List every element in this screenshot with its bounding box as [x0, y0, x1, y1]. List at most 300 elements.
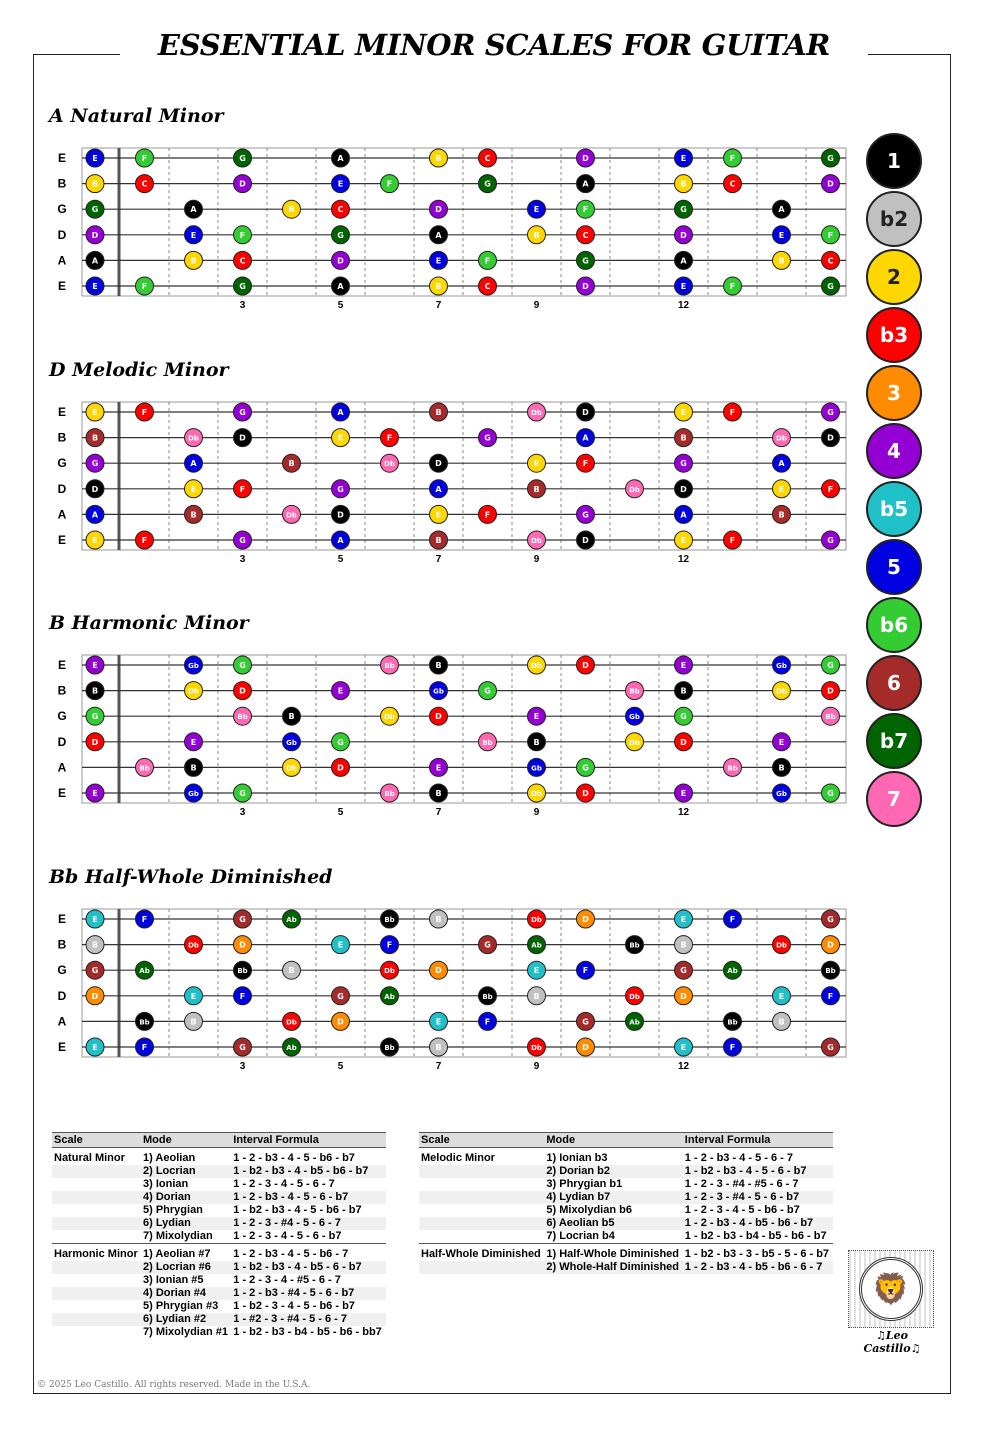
- fret-marker-label: 12: [677, 807, 690, 818]
- formula-cell: 1 - 2 - 3 - 4 - #5 - 6 - 7: [233, 1274, 341, 1286]
- svg-text:G: G: [239, 789, 246, 798]
- svg-text:B: B: [680, 686, 687, 696]
- svg-text:D: D: [680, 230, 687, 240]
- note-dot: [773, 226, 791, 244]
- svg-text:D: D: [582, 536, 589, 545]
- svg-text:D: D: [827, 179, 834, 189]
- note-dot: [234, 429, 252, 447]
- svg-text:D: D: [337, 1017, 344, 1027]
- svg-text:F: F: [484, 1017, 491, 1027]
- svg-text:Db: Db: [286, 511, 297, 520]
- scale-title-2: D Melodic Minor: [49, 359, 229, 381]
- scale-cell: [419, 1204, 544, 1217]
- svg-text:Db: Db: [629, 738, 640, 747]
- svg-text:D: D: [680, 737, 687, 747]
- svg-text:Bb: Bb: [825, 967, 836, 976]
- note-dot: [822, 429, 840, 447]
- mode-cell: 6) Lydian: [141, 1217, 231, 1230]
- note-dot: [86, 226, 104, 244]
- svg-text:D: D: [582, 282, 589, 291]
- formula-cell: 1 - 2 - 3 - 4 - 5 - 6 - 7: [233, 1178, 335, 1190]
- string-label: G: [57, 963, 67, 978]
- svg-text:C: C: [484, 154, 491, 163]
- legend-dot: 5: [866, 539, 922, 595]
- table-row: [419, 1230, 833, 1244]
- svg-text:Db: Db: [188, 434, 199, 443]
- note-dot: [185, 200, 203, 218]
- note-dot: [234, 531, 252, 549]
- note-dot: [430, 251, 448, 269]
- svg-text:G: G: [239, 282, 246, 291]
- scale-cell: [419, 1261, 544, 1274]
- svg-text:B: B: [435, 154, 442, 163]
- string-label: E: [57, 533, 67, 547]
- note-dot: [234, 961, 252, 979]
- note-dot: [430, 505, 448, 523]
- fretboard-bb-half-whole-diminished: [50, 901, 840, 1071]
- note-dot: [577, 200, 595, 218]
- svg-text:E: E: [337, 179, 344, 189]
- note-dot: [675, 277, 693, 295]
- svg-text:G: G: [582, 510, 589, 520]
- note-dot: [626, 936, 644, 954]
- svg-text:F: F: [582, 205, 589, 215]
- note-dot: [675, 682, 693, 700]
- mode-cell: 7) Locrian b4: [546, 1230, 615, 1242]
- svg-text:F: F: [827, 230, 834, 240]
- note-dot: [577, 758, 595, 776]
- note-dot: [185, 987, 203, 1005]
- note-dot: [724, 1038, 742, 1056]
- note-dot: [381, 429, 399, 447]
- table-row: [419, 1204, 833, 1217]
- note-dot: [577, 251, 595, 269]
- svg-text:E: E: [92, 408, 98, 417]
- svg-text:B: B: [680, 940, 687, 950]
- table-row: [52, 1261, 386, 1274]
- note-dot: [430, 480, 448, 498]
- svg-text:B: B: [680, 433, 687, 443]
- svg-text:E: E: [92, 154, 98, 163]
- formula-cell: 1 - 2 - b3 - 4 - b5 - b6 - b7: [683, 1217, 833, 1230]
- svg-text:C: C: [239, 256, 246, 266]
- svg-text:D: D: [582, 915, 589, 924]
- svg-text:C: C: [337, 205, 344, 215]
- svg-text:E: E: [435, 510, 442, 520]
- svg-text:A: A: [337, 154, 344, 163]
- note-dot: [675, 429, 693, 447]
- note-dot: [430, 961, 448, 979]
- mode-cell: 1) Ionian b3: [544, 1148, 682, 1166]
- note-dot: [528, 226, 546, 244]
- svg-text:B: B: [288, 205, 295, 215]
- note-dot: [332, 1012, 350, 1030]
- mode-cell: 6) Aeolian b5: [544, 1217, 682, 1230]
- note-dot: [675, 936, 693, 954]
- svg-text:D: D: [435, 966, 442, 976]
- note-dot: [528, 733, 546, 751]
- table-row: [419, 1244, 833, 1262]
- note-dot: [234, 987, 252, 1005]
- scale-cell: [52, 1204, 141, 1217]
- svg-text:E: E: [92, 661, 98, 670]
- svg-text:E: E: [435, 256, 442, 266]
- svg-text:Db: Db: [531, 537, 542, 545]
- note-dot: [86, 910, 104, 928]
- note-dot: [136, 403, 154, 421]
- note-dot: [822, 961, 840, 979]
- svg-text:D: D: [582, 1043, 589, 1052]
- scale-cell: [52, 1326, 141, 1339]
- note-dot: [822, 226, 840, 244]
- svg-text:Db: Db: [286, 1018, 297, 1027]
- note-dot: [381, 987, 399, 1005]
- string-label: E: [57, 1040, 67, 1054]
- table-row: [52, 1300, 386, 1313]
- svg-text:C: C: [729, 179, 736, 189]
- note-dot: [136, 910, 154, 928]
- note-dot: [822, 149, 840, 167]
- note-dot: [430, 707, 448, 725]
- string-label: B: [57, 176, 67, 191]
- note-dot: [381, 656, 399, 674]
- note-dot: [479, 175, 497, 193]
- note-dot: [185, 784, 203, 802]
- svg-text:F: F: [729, 408, 736, 417]
- note-dot: [381, 961, 399, 979]
- note-dot: [577, 149, 595, 167]
- note-dot: [773, 784, 791, 802]
- note-dot: [773, 733, 791, 751]
- formula-cell: 1 - 2 - 3 - #4 - #5 - 6 - 7: [684, 1178, 799, 1190]
- svg-text:F: F: [582, 459, 589, 469]
- note-dot: [577, 277, 595, 295]
- note-dot: [822, 707, 840, 725]
- table-row: [52, 1230, 386, 1244]
- note-dot: [479, 429, 497, 447]
- note-dot: [332, 175, 350, 193]
- note-dot: [430, 910, 448, 928]
- string-label: E: [57, 786, 67, 800]
- svg-text:D: D: [239, 179, 246, 189]
- note-dot: [577, 1038, 595, 1056]
- string-label: D: [57, 988, 67, 1003]
- string-label: B: [57, 937, 67, 952]
- note-dot: [381, 784, 399, 802]
- note-dot: [381, 454, 399, 472]
- scale-cell: Natural Minor: [52, 1148, 141, 1166]
- note-dot: [234, 784, 252, 802]
- svg-text:F: F: [239, 230, 246, 240]
- note-dot: [332, 480, 350, 498]
- svg-text:F: F: [386, 179, 393, 189]
- svg-text:Bb: Bb: [384, 662, 395, 670]
- note-dot: [822, 784, 840, 802]
- svg-text:B: B: [190, 510, 197, 520]
- svg-text:E: E: [190, 991, 197, 1001]
- table-header: Mode: [141, 1133, 231, 1148]
- legend-dot: b7: [866, 713, 922, 769]
- note-dot: [773, 480, 791, 498]
- fret-marker-label: 9: [533, 807, 540, 818]
- note-dot: [626, 987, 644, 1005]
- note-dot: [675, 961, 693, 979]
- formula-cell: 1 - b2 - b3 - b4 - b5 - b6 - b7: [684, 1230, 827, 1242]
- note-dot: [577, 403, 595, 421]
- fret-marker-label: 12: [677, 1061, 690, 1072]
- svg-text:G: G: [239, 408, 246, 417]
- scale-cell: [52, 1313, 141, 1326]
- string-label: E: [57, 405, 67, 419]
- note-dot: [577, 226, 595, 244]
- svg-text:A: A: [91, 510, 99, 520]
- note-dot: [528, 200, 546, 218]
- note-dot: [332, 733, 350, 751]
- formula-cell: 1 - b2 - b3 - 4 - b5 - 6 - b7: [231, 1261, 386, 1274]
- mode-cell: 1) Aeolian #7: [141, 1244, 231, 1262]
- formula-cell: 1 - 2 - 3 - 4 - 5 - b6 - b7: [684, 1204, 800, 1216]
- mode-cell: 3) Ionian: [143, 1178, 189, 1190]
- svg-text:G: G: [337, 737, 344, 747]
- svg-text:Db: Db: [531, 409, 542, 417]
- fret-marker-label: 5: [337, 554, 344, 565]
- svg-text:E: E: [190, 230, 197, 240]
- svg-text:D: D: [337, 256, 344, 266]
- note-dot: [773, 429, 791, 447]
- note-dot: [675, 226, 693, 244]
- fret-marker-label: 9: [533, 1061, 540, 1072]
- svg-text:B: B: [435, 789, 442, 798]
- svg-text:Bb: Bb: [825, 713, 836, 722]
- string-label: D: [57, 481, 67, 496]
- svg-text:Db: Db: [384, 460, 395, 469]
- note-dot: [430, 200, 448, 218]
- svg-text:B: B: [91, 433, 99, 443]
- mode-cell: 2) Dorian b2: [544, 1165, 682, 1178]
- note-dot: [86, 656, 104, 674]
- svg-text:B: B: [680, 179, 687, 189]
- formula-cell: 1 - b2 - b3 - 4 - b5 - b6 - b7: [231, 1165, 386, 1178]
- string-label: A: [57, 1014, 67, 1029]
- note-dot: [234, 910, 252, 928]
- note-dot: [724, 277, 742, 295]
- fret-marker-label: 12: [677, 300, 690, 311]
- string-label: D: [57, 227, 67, 242]
- note-dot: [283, 200, 301, 218]
- note-dot: [822, 1038, 840, 1056]
- svg-text:D: D: [435, 712, 442, 722]
- scale-title-1: A Natural Minor: [49, 105, 224, 127]
- note-dot: [234, 682, 252, 700]
- svg-text:F: F: [141, 1043, 148, 1052]
- svg-text:A: A: [778, 205, 785, 215]
- svg-text:B: B: [288, 459, 295, 469]
- svg-text:D: D: [827, 686, 834, 696]
- svg-text:B: B: [533, 991, 540, 1001]
- svg-text:G: G: [337, 991, 344, 1001]
- table-row: [52, 1148, 386, 1166]
- svg-text:G: G: [827, 789, 834, 798]
- mode-cell: 2) Locrian #6: [141, 1261, 231, 1274]
- legend-dot: 2: [866, 249, 922, 305]
- note-dot: [283, 961, 301, 979]
- scale-cell: [52, 1165, 141, 1178]
- table-row: [419, 1217, 833, 1230]
- note-dot: [86, 480, 104, 498]
- note-dot: [86, 175, 104, 193]
- note-dot: [185, 505, 203, 523]
- svg-text:G: G: [827, 661, 834, 670]
- svg-text:A: A: [778, 459, 785, 469]
- svg-text:Ab: Ab: [727, 967, 738, 976]
- svg-text:G: G: [91, 459, 99, 469]
- note-dot: [283, 1012, 301, 1030]
- fret-marker-label: 3: [239, 554, 246, 565]
- svg-text:F: F: [239, 484, 246, 494]
- note-dot: [773, 936, 791, 954]
- svg-text:E: E: [190, 484, 197, 494]
- note-dot: [332, 987, 350, 1005]
- note-dot: [332, 682, 350, 700]
- note-dot: [724, 403, 742, 421]
- svg-text:B: B: [288, 966, 295, 976]
- svg-text:B: B: [435, 1043, 442, 1052]
- note-dot: [773, 682, 791, 700]
- svg-text:E: E: [680, 1043, 687, 1052]
- note-dot: [234, 403, 252, 421]
- fret-marker-label: 5: [337, 300, 344, 311]
- note-dot: [430, 784, 448, 802]
- fret-marker-label: 3: [239, 807, 246, 818]
- mode-cell: 5) Mixolydian b6: [546, 1204, 632, 1216]
- svg-text:G: G: [239, 154, 246, 163]
- svg-text:A: A: [190, 205, 197, 215]
- scale-cell: [52, 1191, 141, 1204]
- note-dot: [136, 758, 154, 776]
- svg-text:G: G: [680, 966, 687, 976]
- note-dot: [86, 987, 104, 1005]
- svg-text:B: B: [91, 686, 99, 696]
- note-dot: [675, 454, 693, 472]
- table-row: [52, 1217, 386, 1230]
- svg-text:C: C: [582, 230, 589, 240]
- note-dot: [528, 758, 546, 776]
- svg-text:Bb: Bb: [727, 764, 738, 773]
- note-dot: [822, 175, 840, 193]
- note-dot: [430, 454, 448, 472]
- svg-text:G: G: [680, 205, 687, 215]
- note-dot: [479, 251, 497, 269]
- note-dot: [479, 277, 497, 295]
- note-dot: [185, 682, 203, 700]
- note-dot: [479, 682, 497, 700]
- mode-cell: 5) Phrygian: [143, 1204, 203, 1216]
- note-dot: [86, 429, 104, 447]
- fret-marker-label: 5: [337, 807, 344, 818]
- svg-text:B: B: [778, 1017, 785, 1027]
- note-dot: [577, 454, 595, 472]
- svg-text:Db: Db: [776, 941, 787, 950]
- svg-text:Gb: Gb: [188, 790, 199, 798]
- formula-cell: 1 - 2 - b3 - 4 - 5 - b6 - 7: [231, 1244, 386, 1262]
- note-dot: [577, 531, 595, 549]
- note-dot: [528, 454, 546, 472]
- svg-text:B: B: [435, 536, 442, 545]
- svg-text:D: D: [582, 408, 589, 417]
- svg-text:Bb: Bb: [482, 738, 493, 747]
- note-dot: [283, 758, 301, 776]
- svg-text:G: G: [827, 536, 834, 545]
- note-dot: [528, 961, 546, 979]
- svg-text:Bb: Bb: [237, 967, 248, 976]
- svg-text:B: B: [190, 256, 197, 266]
- mode-cell: 3) Phrygian b1: [546, 1178, 623, 1190]
- mode-cell: 7) Mixolydian #1: [143, 1326, 228, 1338]
- svg-text:D: D: [582, 661, 589, 670]
- note-dot: [577, 656, 595, 674]
- svg-text:D: D: [827, 433, 834, 443]
- svg-text:A: A: [337, 536, 344, 545]
- note-dot: [773, 758, 791, 776]
- svg-text:E: E: [680, 915, 687, 924]
- note-dot: [528, 1038, 546, 1056]
- scale-cell: [52, 1300, 141, 1313]
- note-dot: [773, 987, 791, 1005]
- mode-cell: 2) Locrian: [141, 1165, 231, 1178]
- note-dot: [86, 505, 104, 523]
- note-dot: [724, 961, 742, 979]
- lion-icon: 🦁: [859, 1257, 923, 1321]
- svg-text:E: E: [680, 789, 687, 798]
- note-dot: [86, 403, 104, 421]
- svg-text:Db: Db: [188, 687, 199, 696]
- note-dot: [724, 175, 742, 193]
- note-dot: [577, 505, 595, 523]
- note-dot: [430, 277, 448, 295]
- note-dot: [626, 682, 644, 700]
- note-dot: [136, 149, 154, 167]
- svg-text:F: F: [729, 282, 736, 291]
- svg-text:Gb: Gb: [433, 687, 444, 696]
- note-dot: [86, 149, 104, 167]
- svg-text:E: E: [337, 433, 344, 443]
- fret-marker-label: 5: [337, 1061, 344, 1072]
- table-row: [52, 1191, 386, 1204]
- note-dot: [332, 758, 350, 776]
- note-dot: [332, 936, 350, 954]
- svg-text:A: A: [435, 230, 442, 240]
- string-label: B: [57, 430, 67, 445]
- note-dot: [185, 656, 203, 674]
- svg-text:Bb: Bb: [384, 790, 395, 798]
- string-label: G: [57, 456, 67, 471]
- note-dot: [332, 149, 350, 167]
- svg-text:G: G: [91, 712, 99, 722]
- fret-marker-label: 3: [239, 300, 246, 311]
- fret-marker-label: 9: [533, 554, 540, 565]
- string-label: G: [57, 202, 67, 217]
- svg-text:Db: Db: [384, 967, 395, 976]
- note-dot: [86, 200, 104, 218]
- note-dot: [773, 200, 791, 218]
- note-dot: [479, 149, 497, 167]
- note-dot: [528, 656, 546, 674]
- note-dot: [675, 656, 693, 674]
- note-dot: [185, 1012, 203, 1030]
- note-dot: [822, 251, 840, 269]
- svg-text:D: D: [91, 737, 99, 747]
- svg-text:G: G: [484, 433, 491, 443]
